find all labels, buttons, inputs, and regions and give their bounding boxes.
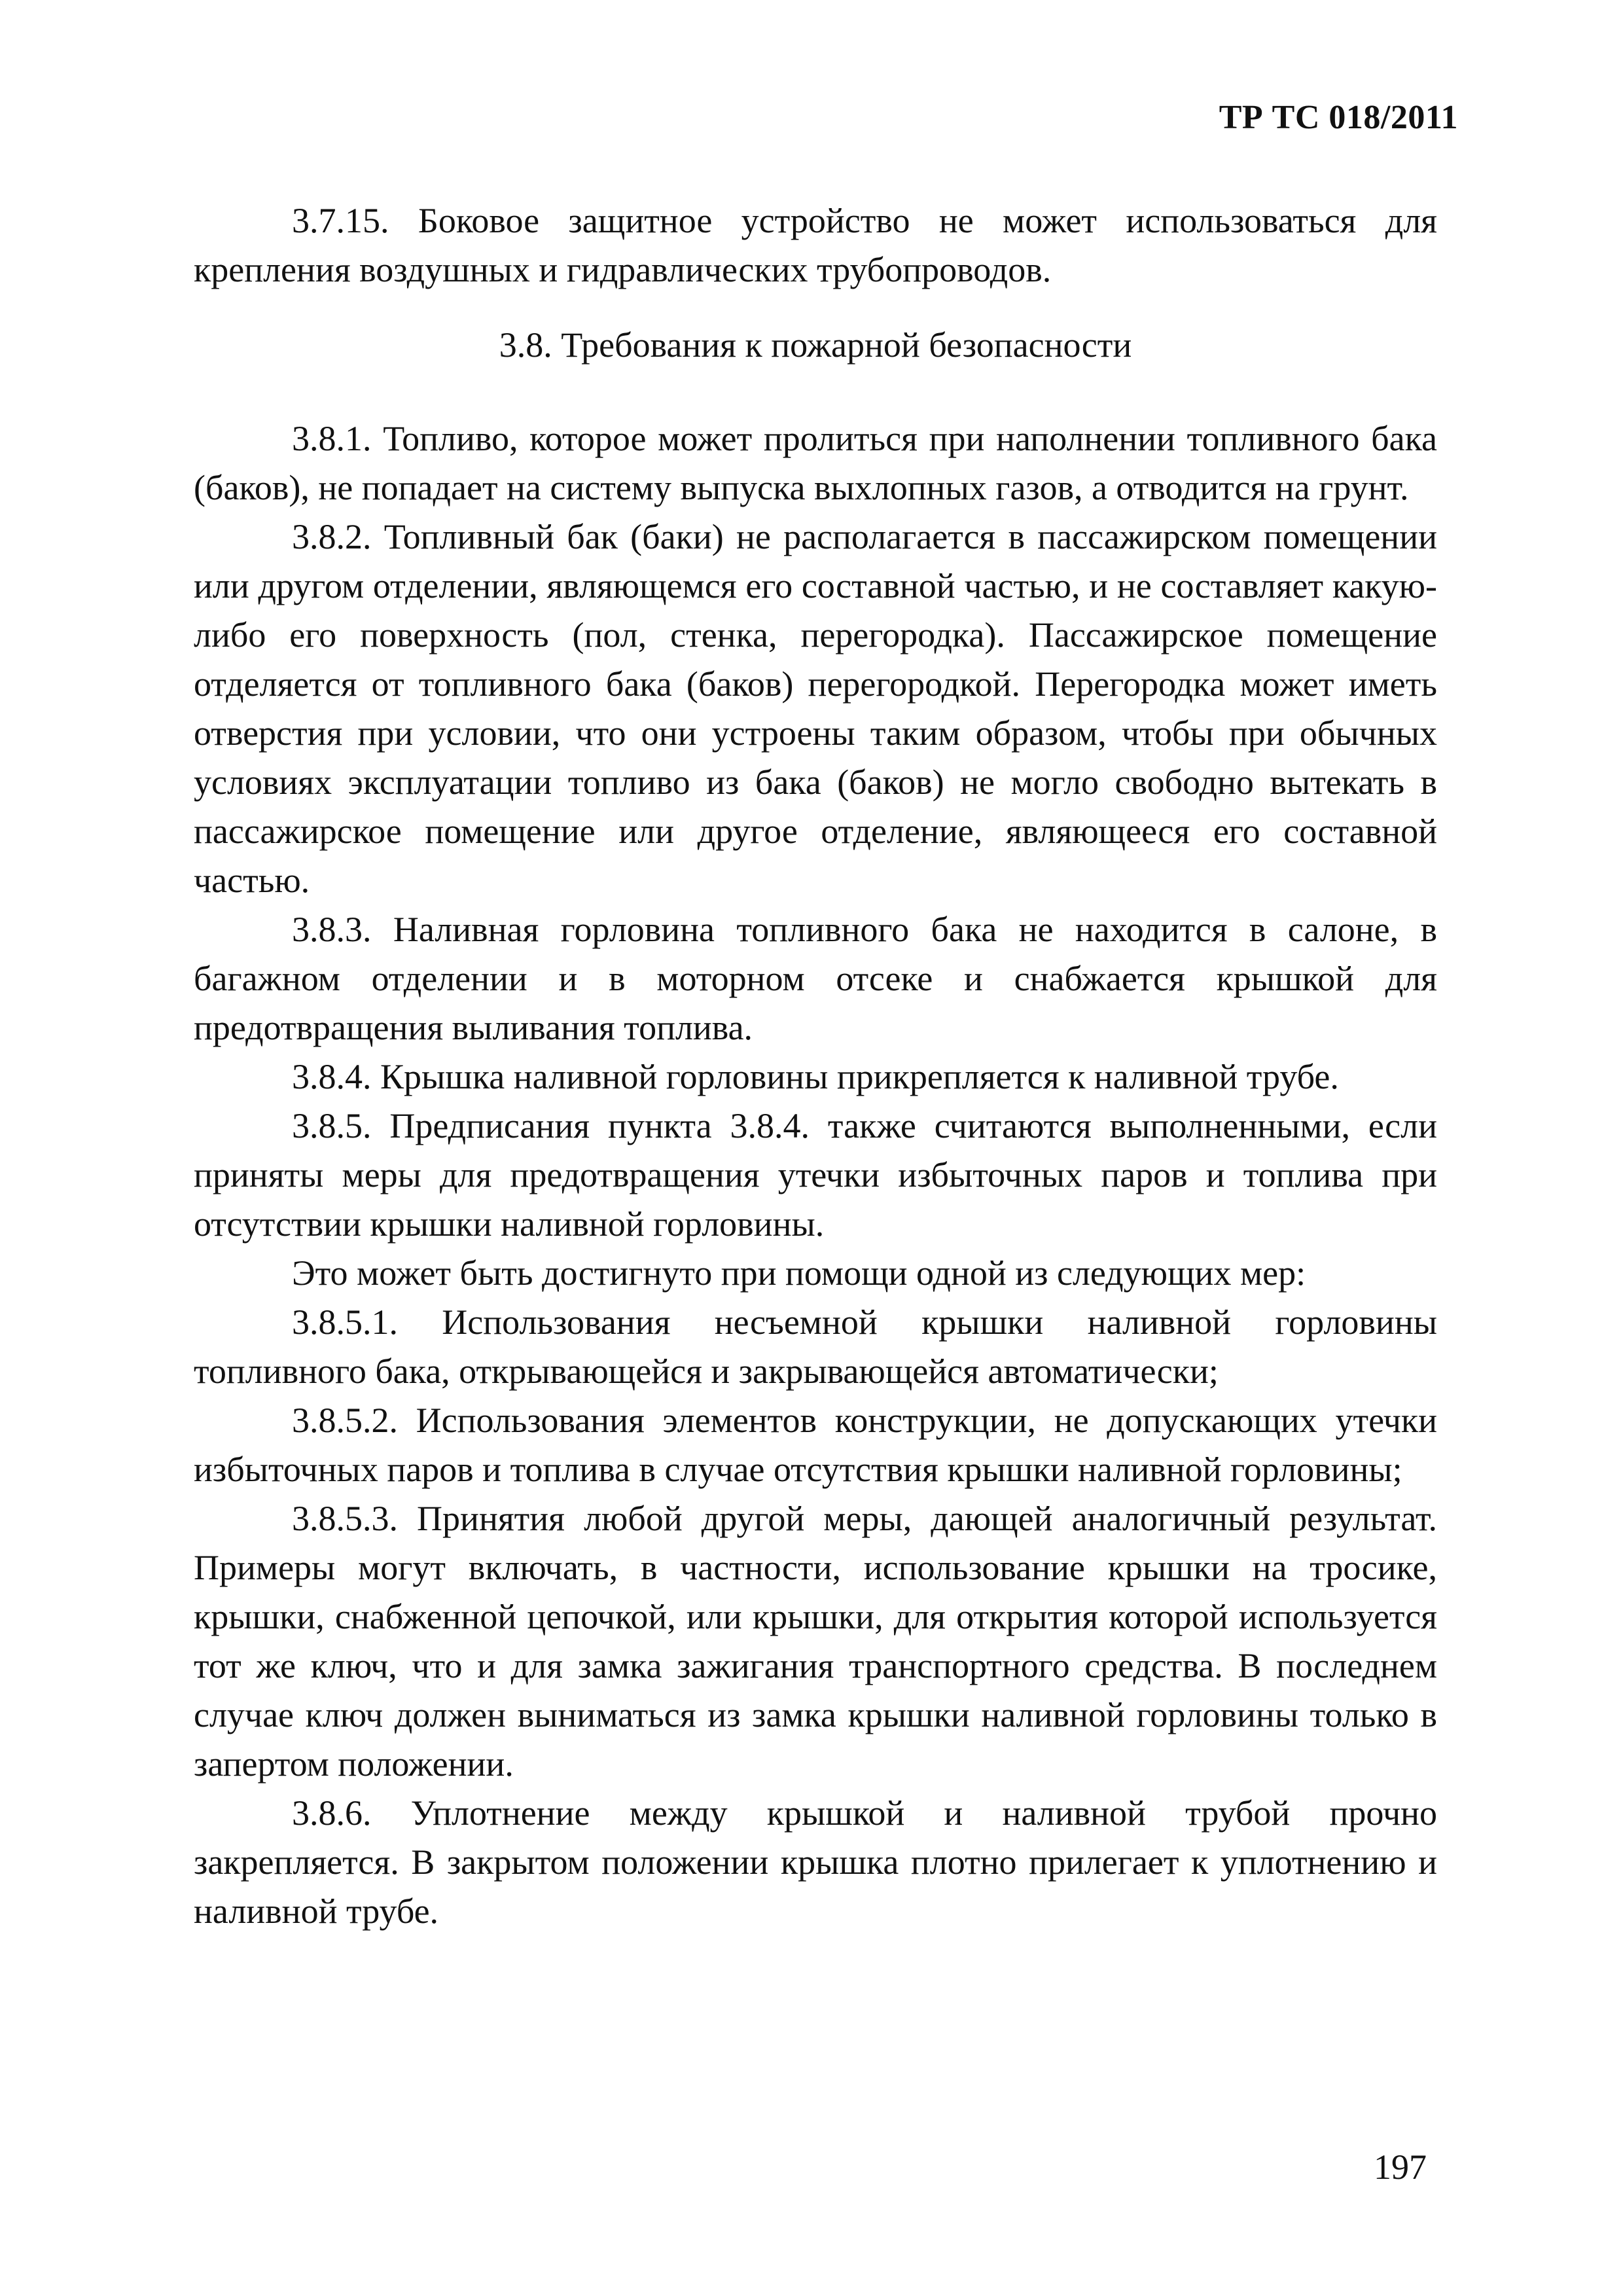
paragraph-3-8-6: 3.8.6. Уплотнение между крышкой и наливной трубой прочно закрепляется. В закрытом положении крышка плотно прилегает к уплотнению и наливной трубе. xyxy=(194,1793,1437,1931)
paragraph-3-8-3: 3.8.3. Наливная горловина топливного бака не находится в салоне, в багажном отделении и в моторном отсеке и снабжается крышкой для предотвращения выливания топлива. xyxy=(194,910,1437,1047)
paragraph-3-8-4: 3.8.4. Крышка наливной горловины прикрепляется к наливной трубе. xyxy=(292,1057,1339,1096)
paragraph-measures-intro: Это может быть достигнуто при помощи одной из следующих мер: xyxy=(292,1253,1306,1293)
document-header-id: ТР ТС 018/2011 xyxy=(1219,99,1458,136)
paragraph-3-8-5-3: 3.8.5.3. Принятия любой другой меры, дающей аналогичный результат. Примеры могут включать, в частности, использование крышки на тросике, крышки, снабженной цепочкой, или крышки, для открытия которой используется тот же ключ, что и для замка зажигания транспортного средства. В последнем случае ключ должен выниматься из замка крышки наливной горловины только в запертом положении. xyxy=(194,1499,1437,1784)
paragraph-3-8-2: 3.8.2. Топливный бак (баки) не располагается в пассажирском помещении или другом отделении, являющемся его составной частью, и не составляет какую-либо его поверхность (пол, стенка, перегородка). Пассажирское помещение отделяется от топливного бака (баков) перегородкой. Перегородка может иметь отверстия при условии, что они устроены таким образом, чтобы при обычных условиях эксплуатации топливо из бака (баков) не могло свободно вытекать в пассажирское помещение или другое отделение, являющееся его составной частью. xyxy=(194,517,1437,900)
paragraph-3-8-5: 3.8.5. Предписания пункта 3.8.4. также считаются выполненными, если приняты меры для предотвращения утечки избыточных паров и топлива при отсутствии крышки наливной горловины. xyxy=(194,1106,1437,1244)
document-body xyxy=(194,196,1437,1936)
paragraph-3-8-5-2: 3.8.5.2. Использования элементов конструкции, не допускающих утечки избыточных паров и топлива в случае отсутствия крышки наливной горловины; xyxy=(194,1401,1437,1489)
paragraph-3-7-15: 3.7.15. Боковое защитное устройство не может использоваться для крепления воздушных и гидравлических трубопроводов. xyxy=(194,201,1437,289)
paragraph-3-8-5-1: 3.8.5.1. Использования несъемной крышки наливной горловины топливного бака, открывающейся и закрывающейся автоматически; xyxy=(194,1302,1437,1391)
paragraph-3-8-1: 3.8.1. Топливо, которое может пролиться при наполнении топливного бака (баков), не попадает на систему выпуска выхлопных газов, а отводится на грунт. xyxy=(194,419,1437,507)
section-heading: 3.8. Требования к пожарной безопасности xyxy=(499,325,1132,365)
page-number: 197 xyxy=(1374,2147,1427,2187)
